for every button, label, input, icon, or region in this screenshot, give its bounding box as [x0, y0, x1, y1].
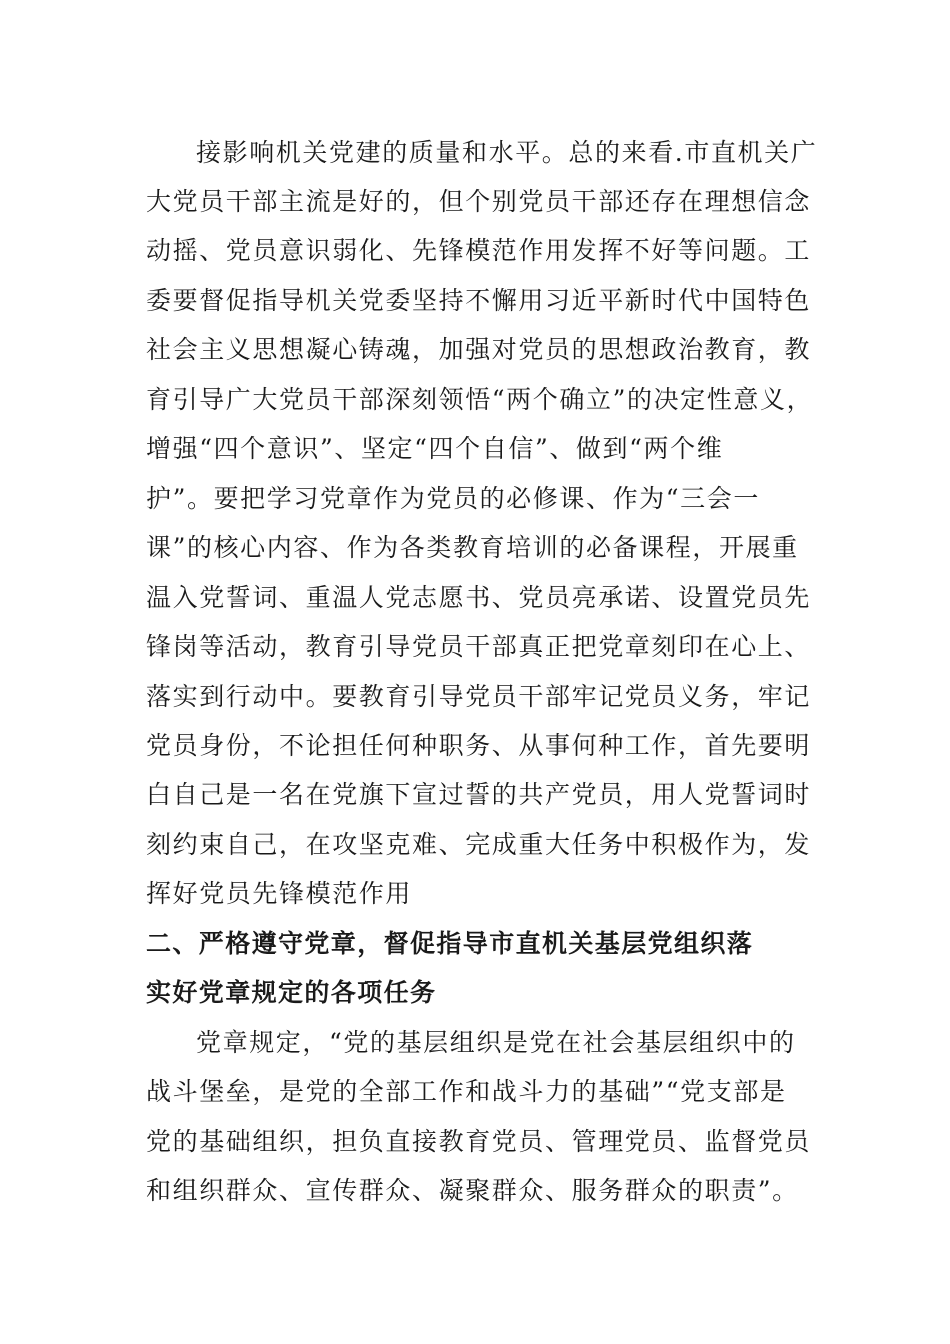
- paragraph-line: 委要督促指导机关党委坚持不懈用习近平新时代中国特色: [146, 286, 812, 315]
- paragraph-line: 增强“四个意识”、坚定“四个自信”、做到“两个维: [146, 434, 724, 463]
- paragraph-line: 挥好党员先锋模范作用: [146, 879, 413, 908]
- paragraph-line: 党章规定，“党的基层组织是党在社会基层组织中的: [196, 1028, 796, 1057]
- paragraph-line: 刻约束自己，在攻坚克难、完成重大任务中积极作为，发: [146, 830, 812, 859]
- paragraph-line: 党员身份，不论担任何种职务、从事何种工作，首先要明: [146, 731, 812, 760]
- heading-line: 实好党章规定的各项任务: [146, 978, 437, 1007]
- paragraph-line: 护”。要把学习党章作为党员的必修课、作为“三会一: [146, 484, 760, 513]
- paragraph-line: 动摇、党员意识弱化、先锋模范作用发挥不好等问题。工: [146, 236, 812, 265]
- paragraph-line: 锋岗等活动，教育引导党员干部真正把党章刻印在心上、: [146, 632, 812, 661]
- paragraph-line: 和组织群众、宣传群众、凝聚群众、服务群众的职责”。: [146, 1176, 799, 1205]
- heading-line: 二、严格遵守党章，督促指导市直机关基层党组织落: [146, 929, 754, 958]
- paragraph-line: 育引导广大党员干部深刻领悟“两个确立”的决定性意义，: [146, 385, 814, 414]
- paragraph-line: 战斗堡垒，是党的全部工作和战斗力的基础”“党支部是: [146, 1077, 787, 1106]
- paragraph-line: 落实到行动中。要教育引导党员干部牢记党员义务，牢记: [146, 682, 812, 711]
- paragraph-line: 温入党誓词、重温人党志愿书、党员亮承诺、设置党员先: [146, 583, 812, 612]
- paragraph-line: 党的基础组织，担负直接教育党员、管理党员、监督党员: [146, 1127, 812, 1156]
- paragraph-line: 社会主义思想凝心铸魂，加强对党员的思想政治教育，教: [146, 335, 812, 364]
- paragraph-line: 大党员干部主流是好的，但个别党员干部还存在理想信念: [146, 187, 812, 216]
- paragraph-line: 白自己是一名在党旗下宣过誓的共产党员，用人党誓词时: [146, 780, 812, 809]
- paragraph-line: 课”的核心内容、作为各类教育培训的必备课程，开展重: [146, 533, 799, 562]
- paragraph-line: 接影响机关党建的质量和水平。总的来看.市直机关广: [196, 138, 818, 167]
